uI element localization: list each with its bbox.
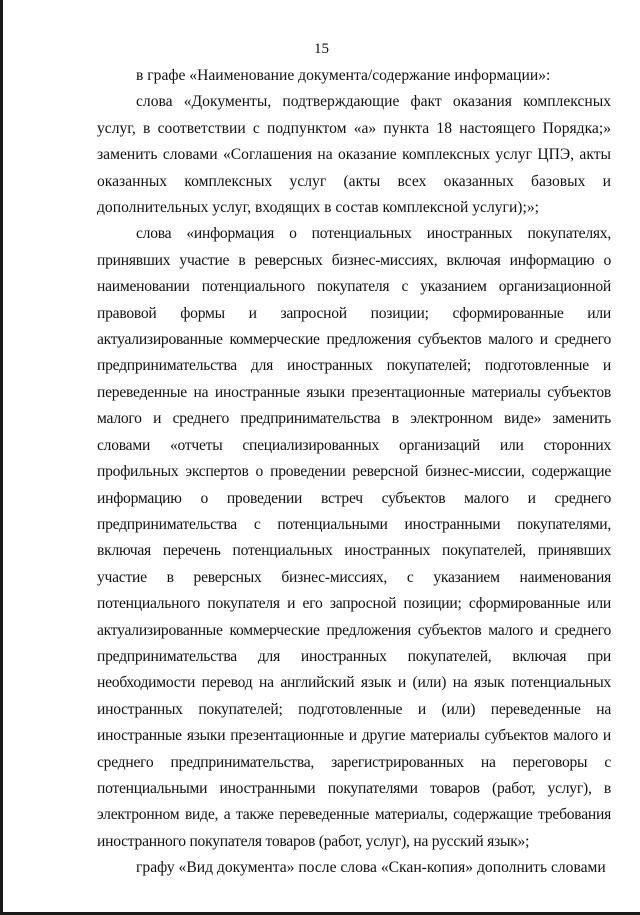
paragraph-2: слова «Документы, подтверждающие факт оказания комплексных услуг, в соответствии с подпунктом «а» пункта 18 настоящего Порядка;» заменить словами «Соглашения на оказание комплексных услуг ЦПЭ, акты оказанных комплексных услуг (акты всех оказанных базовых и дополнительных услуг, входящих в состав комплексной услуги);»; [97, 93, 611, 217]
document-body [97, 63, 611, 882]
paragraph-3: слова «информация о потенциальных иностранных покупателях, принявших участие в реверсных бизнес-миссиях, включая информацию о наименовании потенциального покупателя с указанием организационной правовой формы и запросной позиции; сформированные или актуализированные коммерческие предложения субъектов малого и среднего предпринимательства для иностранных покупателей; подготовленные и переведенные на иностранные языки презентационные материалы субъектов малого и среднего предпринимательства в электронном виде» заменить словами «отчеты специализированных организаций или сторонних профильных экспертов о проведении реверсной бизнес-миссии, содержащие информацию о проведении встреч субъектов малого и среднего предпринимательства с потенциальными иностранными покупателями, включая перечень потенциальных иностранных покупателей, принявших участие в реверсных бизнес-миссиях, с указанием наименования потенциального покупателя и его запросной позиции; сформированные или актуализированные коммерческие предложения субъектов малого и среднего предпринимательства для иностранных покупателей, включая при необходимости перевод на английский язык и (или) на язык потенциальных иностранных покупателей; подготовленные и (или) переведенные на иностранные языки презентационные и другие материалы субъектов малого и среднего предпринимательства, зарегистрированных на переговоры с потенциальными иностранными покупателями товаров (работ, услуг), в электронном виде, а также переведенные материалы, содержащие требования иностранного покупателя товаров (работ, услуг), на русский язык»; [97, 225, 611, 850]
page-number: 15 [314, 41, 329, 57]
paragraph-4: графу «Вид документа» после слова «Скан-копия» дополнить словами [136, 859, 606, 877]
paragraph-1: в графе «Наименование документа/содержание информации»: [136, 67, 551, 84]
